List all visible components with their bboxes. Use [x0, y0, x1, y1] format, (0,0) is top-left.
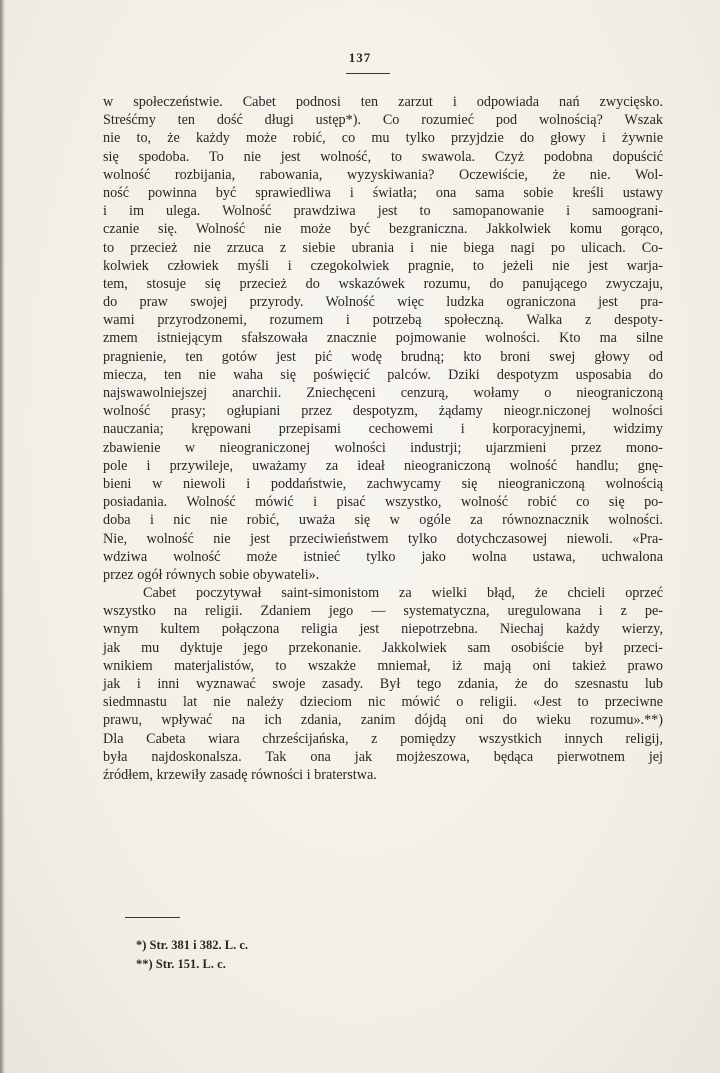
text-line: posiadania. Wolność mówić i pisać wszystko, wolność robić co się po-	[103, 494, 663, 511]
text-line: kolwiek człowiek myśli i czegokolwiek pragnie, to jeżeli nie jest warja-	[103, 257, 663, 274]
text-line: pragnienie, ten gotów jest pić wodę brudną; kto broni swej głowy od	[103, 348, 663, 365]
text-line: i im ulega. Wolność prawdziwa jest to samopanowanie i samoograni-	[103, 203, 663, 220]
text-line: nauczania; krępowani przepisami cechowemi i korporacyjnemi, widzimy	[103, 421, 663, 438]
text-line: Dla Cabeta wiara chrześcijańska, z pomiędzy wszystkich innych religij,	[103, 730, 663, 747]
text-line: w społeczeństwie. Cabet podnosi ten zarzut i odpowiada nań zwycięsko.	[103, 94, 663, 110]
text-line: jak i inni wyznawać swoje zasady. Był tego zdania, że do szesnastu lub	[103, 676, 663, 692]
footnote-rule	[125, 917, 180, 918]
text-line: siedmnastu lat nie należy dzieciom nic mówić o religii. «Jest to przeciwne	[103, 694, 663, 711]
text-line: jak mu dyktuje jego przekonanie. Jakkolwiek sam osobiście był przeci-	[103, 639, 663, 656]
page-number-rule	[346, 73, 390, 74]
text-line: tem, stosuje się przecież do wskazówek rozumu, do panującego zwyczaju,	[103, 275, 663, 292]
text-line: ność powinna być sprawiedliwa i światła; ona sama sobie kreśli ustawy	[103, 184, 663, 201]
text-line: to przecież nie zrzuca z siebie ubrania i nie biega nagi po ulicach. Co-	[103, 239, 663, 256]
text-line: doba i nic nie robić, uważa się w ogóle za równoznacznik wolności.	[103, 512, 663, 529]
text-line: bieni w niewoli i poddaństwie, zachwycamy się nieograniczoną wolnością	[103, 475, 663, 492]
text-line: wami przyrodzonemi, rozumem i potrzebą społeczną. Walka z despoty-	[103, 312, 663, 329]
text-line: najswawolniejszej anarchii. Zniechęceni cenzurą, wołamy o nieograniczoną	[103, 385, 663, 401]
text-line: Nie, wolność nie jest przeciwieństwem tylko dotychczasowej niewoli. «Pra-	[103, 530, 663, 547]
footnote: *) Str. 381 i 382. L. c.	[136, 938, 249, 952]
text-line: Streśćmy ten dość długi ustęp*). Co rozumieć pod wolnością? Wszak	[103, 112, 663, 129]
page-number: 137	[348, 50, 372, 65]
text-line: pole i przywileje, uważamy za ideał nieograniczoną wolność handlu; gnę-	[103, 457, 663, 474]
text-line: źródłem, krzewiły zasadę równości i braterstwa.	[103, 766, 377, 783]
text-line: wszystko na religii. Zdaniem jego — systematyczna, uregulowana i z pe-	[103, 603, 663, 620]
text-line: wnikiem materjalistów, to wszakże mniemał, iż mają oni takież prawo	[103, 657, 663, 674]
text-line: prawu, wpływać na ich zdania, zanim dójdą oni do wieku rozumu».**)	[103, 712, 663, 729]
text-line: wdziwa wolność może istnieć tylko jako wolna ustawa, uchwalona	[103, 548, 663, 565]
text-line: była najdoskonalsza. Tak ona jak mojżeszowa, będąca pierwotnem jej	[103, 748, 663, 765]
text-line: się spodoba. To nie jest wolność, to swawola. Czyż podobna dopuścić	[103, 148, 663, 165]
text-line: wolność rozbijania, rabowania, wyzyskiwania? Oczewiście, że nie. Wol-	[103, 166, 663, 183]
footnote: **) Str. 151. L. c.	[136, 957, 226, 971]
text-line: wolność prasy; ogłupiani przez despotyzm, żądamy nieogr.niczonej wolności	[103, 403, 663, 420]
text-line: nie to, że każdy może robić, co mu tylko przyjdzie do głowy i żywnie	[103, 130, 663, 147]
text-line: czanie się. Wolność nie może być bezgraniczna. Jakkolwiek komu gorąco,	[103, 221, 663, 238]
footnotes	[136, 936, 248, 974]
text-line: Cabet poczytywał saint-simonistom za wielki błąd, że chcieli oprzeć	[143, 585, 663, 602]
text-line: zmem istniejącym sfałszowała znacznie pojmowanie wolności. Kto ma silne	[103, 330, 663, 347]
body-text	[103, 93, 663, 784]
page-edge-shadow	[0, 0, 5, 1073]
text-line: wnym kultem połączona religia jest niepotrzebna. Niechaj każdy wierzy,	[103, 621, 663, 638]
text-line: miecza, ten nie waha się poświęcić palców. Dziki despotyzm usposabia do	[103, 366, 663, 383]
text-line: przez ogół równych sobie obywateli».	[103, 566, 320, 583]
text-line: zbawienie w nieograniczonej wolności industrji; ujarzmieni przez mono-	[103, 439, 663, 456]
text-line: do praw swojej przyrody. Wolność więc ludzka ograniczona jest pra-	[103, 294, 663, 311]
